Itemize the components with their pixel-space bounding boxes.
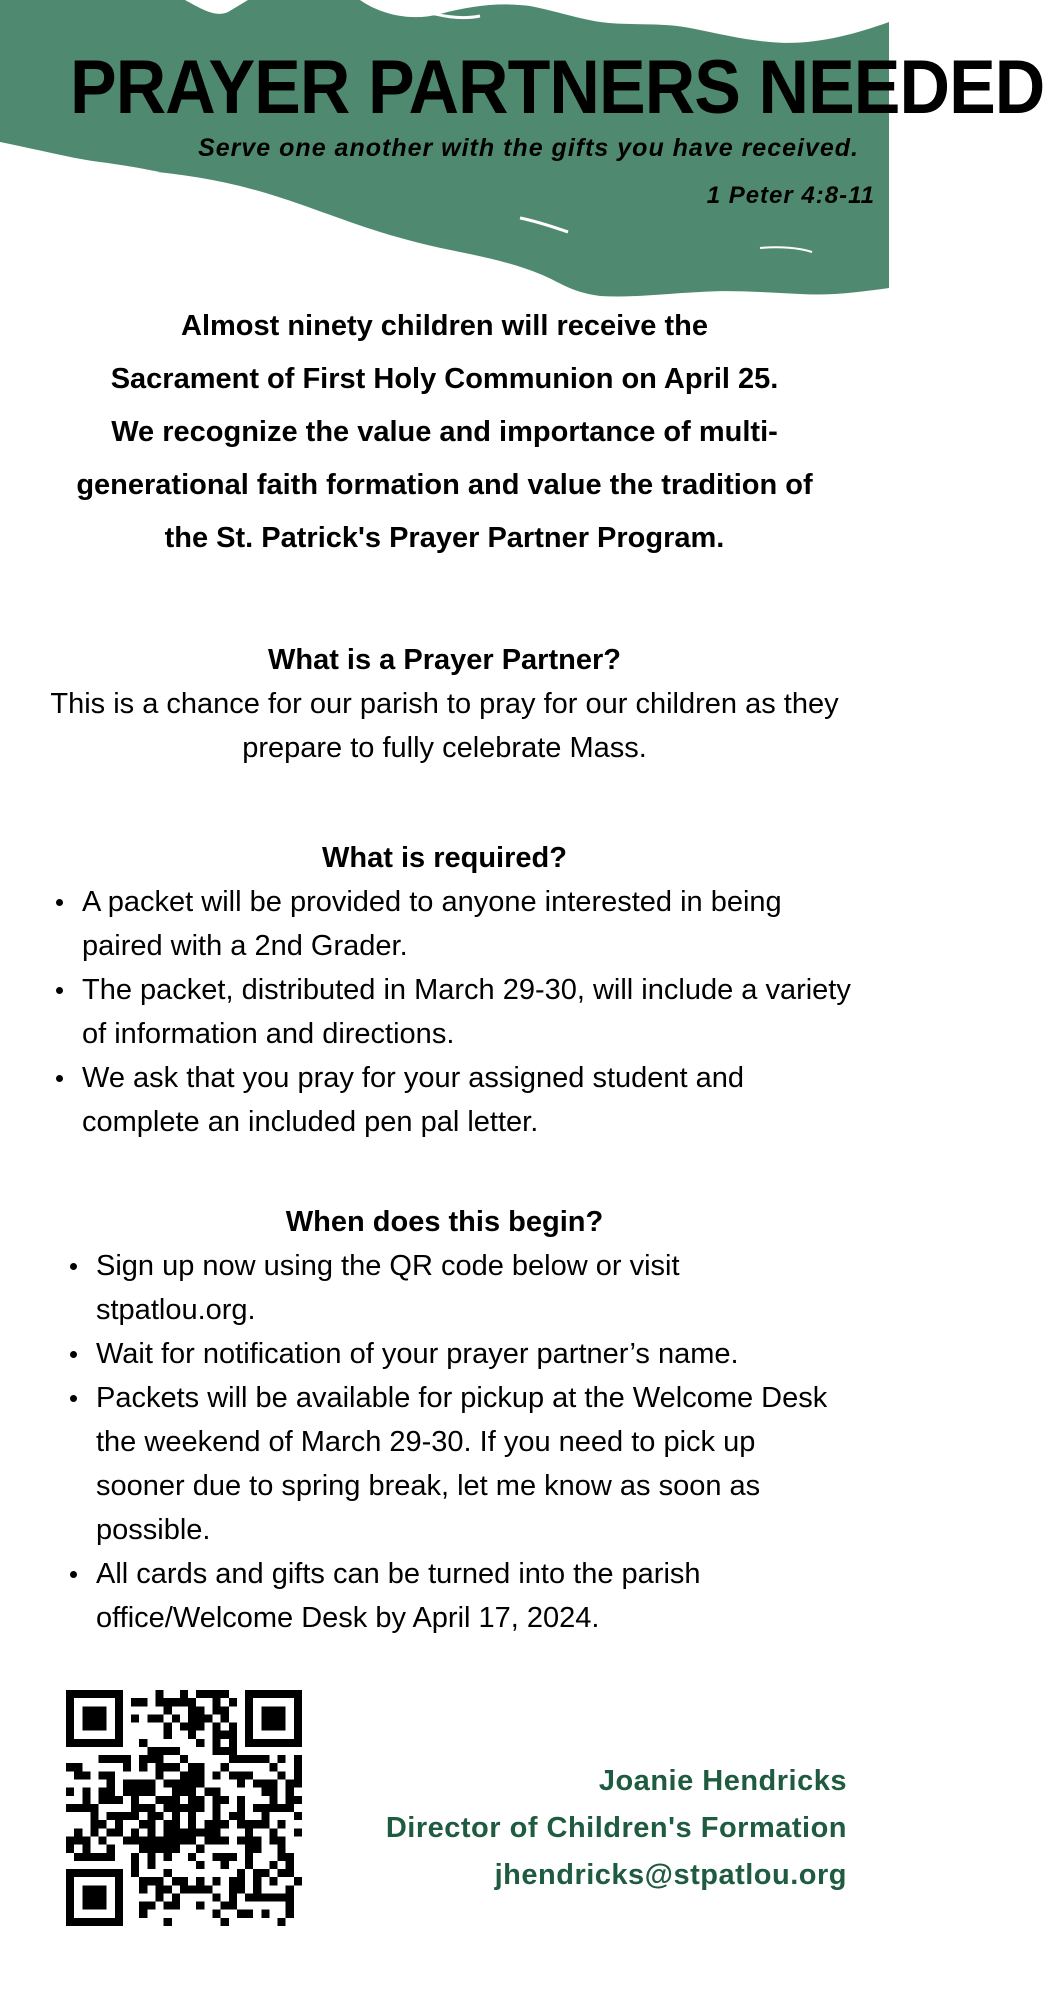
required-list (50, 880, 860, 1144)
required-heading: What is required? (322, 842, 567, 874)
list-item: All cards and gifts can be turned into the parish office/Welcome Desk by April 17, 2024. (64, 1552, 834, 1640)
list-item: We ask that you pray for your assigned student and complete an included pen pal letter. (50, 1056, 860, 1144)
what-is-text: This is a chance for our parish to pray for our children as they prepare to fully celebrate Mass. (50, 688, 839, 764)
intro-line: Almost ninety children will receive the (181, 310, 708, 342)
list-item: Wait for notification of your prayer partner’s name. (64, 1332, 834, 1376)
contact-block (287, 1758, 847, 1899)
list-item: The packet, distributed in March 29-30, will include a variety of information and directions. (50, 968, 860, 1056)
contact-email[interactable]: jhendricks@stpatlou.org (494, 1859, 847, 1891)
begin-heading: When does this begin? (285, 1206, 604, 1238)
list-item: A packet will be provided to anyone interested in being paired with a 2nd Grader. (50, 880, 860, 968)
begin-list (64, 1244, 834, 1640)
intro-line: generational faith formation and value the tradition of (76, 469, 813, 501)
list-item: Packets will be available for pickup at the Welcome Desk the weekend of March 29-30. If you need to pick up sooner due to spring break, let me know as soon as possible. (64, 1376, 834, 1552)
scripture-reference: 1 Peter 4:8-11 (706, 182, 875, 209)
page-title: PRAYER PARTNERS NEEDED (70, 45, 1044, 130)
intro-line: We recognize the value and importance of multi- (111, 416, 778, 448)
intro-line: Sacrament of First Holy Communion on April 25. (110, 363, 779, 395)
what-is-heading: What is a Prayer Partner? (268, 644, 621, 676)
contact-name: Joanie Hendricks (598, 1765, 847, 1797)
list-item: Sign up now using the QR code below or visit stpatlou.org. (64, 1244, 834, 1332)
qr-code-icon[interactable] (66, 1690, 302, 1926)
scripture-verse: Serve one another with the gifts you have received. (198, 134, 859, 162)
contact-role: Director of Children's Formation (385, 1812, 847, 1844)
intro-line: the St. Patrick's Prayer Partner Program. (164, 522, 725, 554)
intro-paragraph (40, 300, 849, 565)
